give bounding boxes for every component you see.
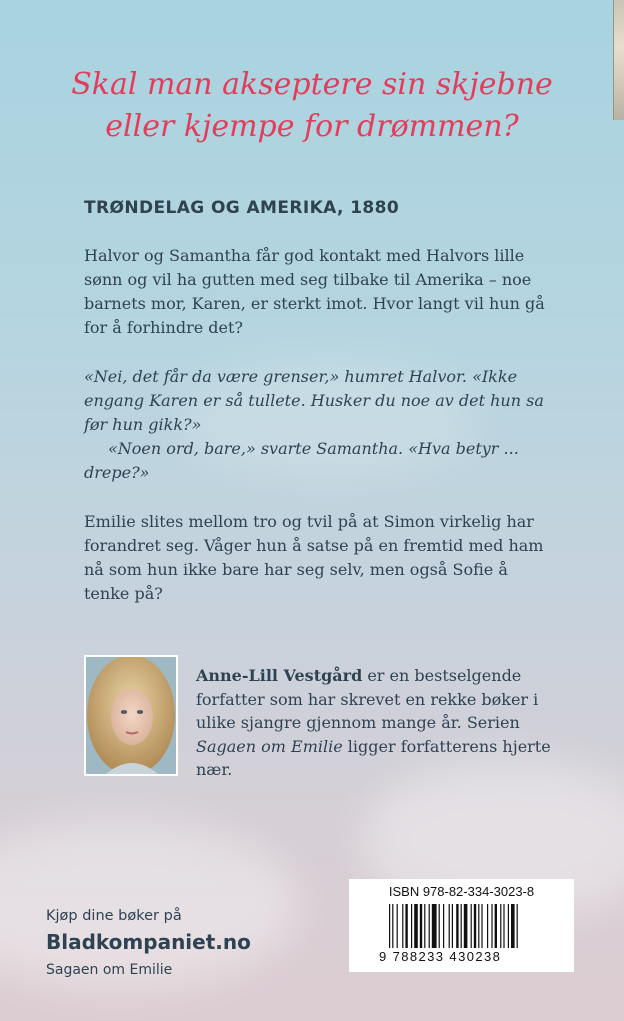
author-bio-text-2: ligger forfatterens hjerte nær. (196, 736, 551, 779)
barcode-bar (464, 904, 468, 948)
barcode-bar (432, 904, 437, 948)
author-name: Anne-Lill Vestgård (196, 666, 363, 685)
barcode-bar (424, 904, 425, 948)
barcode-bar (405, 904, 407, 948)
barcode-bar (429, 904, 430, 948)
barcode-bar (402, 904, 403, 948)
author-bio (196, 664, 566, 782)
barcode-bars (389, 904, 539, 949)
barcode-bar (420, 904, 422, 948)
tagline-line-2: eller kjempe for drømmen? (105, 109, 519, 144)
barcode-bar (411, 904, 412, 948)
publisher-footer (46, 908, 251, 978)
isbn-text: ISBN 978-82-334-3023-8 (388, 884, 535, 899)
barcode-bar (478, 904, 479, 948)
isbn-barcode (349, 879, 574, 972)
barcode-bar (456, 904, 458, 948)
buy-line: Kjøp dine bøker på (46, 908, 182, 924)
series-name: Sagaen om Emilie (46, 962, 173, 978)
quote-line-1: «Nei, det får da være grenser,» humret Halvor. «Ikke engang Karen er så tullete. Husker du noe av det hun sa før hun gikk?» (84, 367, 544, 434)
emilie-paragraph: Emilie slites mellom tro og tvil på at Simon virkelig har forandret seg. Våger hun å satse på en fremtid med ham nå som hun ikke bare har seg selv, men også Sofie å tenke på? (84, 512, 544, 603)
author-portrait (84, 655, 178, 776)
barcode-bar (481, 904, 482, 948)
barcode-bar (397, 904, 398, 948)
barcode-bar (495, 904, 497, 948)
barcode-bar (461, 904, 462, 948)
barcode-bar (471, 904, 472, 948)
barcode-bar (500, 904, 501, 948)
series-title: Sagaen om Emilie (196, 736, 343, 756)
barcode-bar (439, 904, 440, 948)
author-portrait-image (86, 657, 176, 774)
barcode-bar (389, 904, 390, 948)
barcode-bar (487, 904, 488, 948)
barcode-bar (452, 904, 453, 948)
barcode-bar (449, 904, 450, 948)
barcode-digits: 9 788233 430238 (379, 949, 502, 964)
barcode-bar (508, 904, 509, 948)
tagline-line-1: Skal man akseptere sin skjebne (71, 67, 553, 102)
barcode-bar (474, 904, 476, 948)
quote-line-2: «Noen ord, bare,» svarte Samantha. «Hva betyr ... drepe?» (84, 439, 519, 482)
barcode-bar (503, 904, 504, 948)
front-cover-edge (613, 0, 624, 120)
quote-block (84, 365, 554, 485)
barcode-bar (491, 904, 492, 948)
barcode-bar (414, 904, 418, 948)
barcode-bar (443, 904, 444, 948)
barcode-bar (392, 904, 393, 948)
publisher-site: Bladkompaniet.no (46, 930, 251, 954)
tagline (40, 64, 584, 148)
author-bio-text-1: er en bestselgende forfatter som har skrevet en rekke bøker i ulike sjangre gjennom mange år. Serien (196, 666, 539, 732)
intro-paragraph: Halvor og Samantha får god kontakt med Halvors lille sønn og vil ha gutten med seg tilbake til Amerika – noe barnets mor, Karen, er sterkt imot. Hvor langt vil hun gå for å forhindre det? (84, 246, 545, 337)
barcode-bar (511, 904, 515, 948)
setting-heading: TRØNDELAG OG AMERIKA, 1880 (84, 198, 400, 218)
barcode-bar (517, 904, 518, 948)
